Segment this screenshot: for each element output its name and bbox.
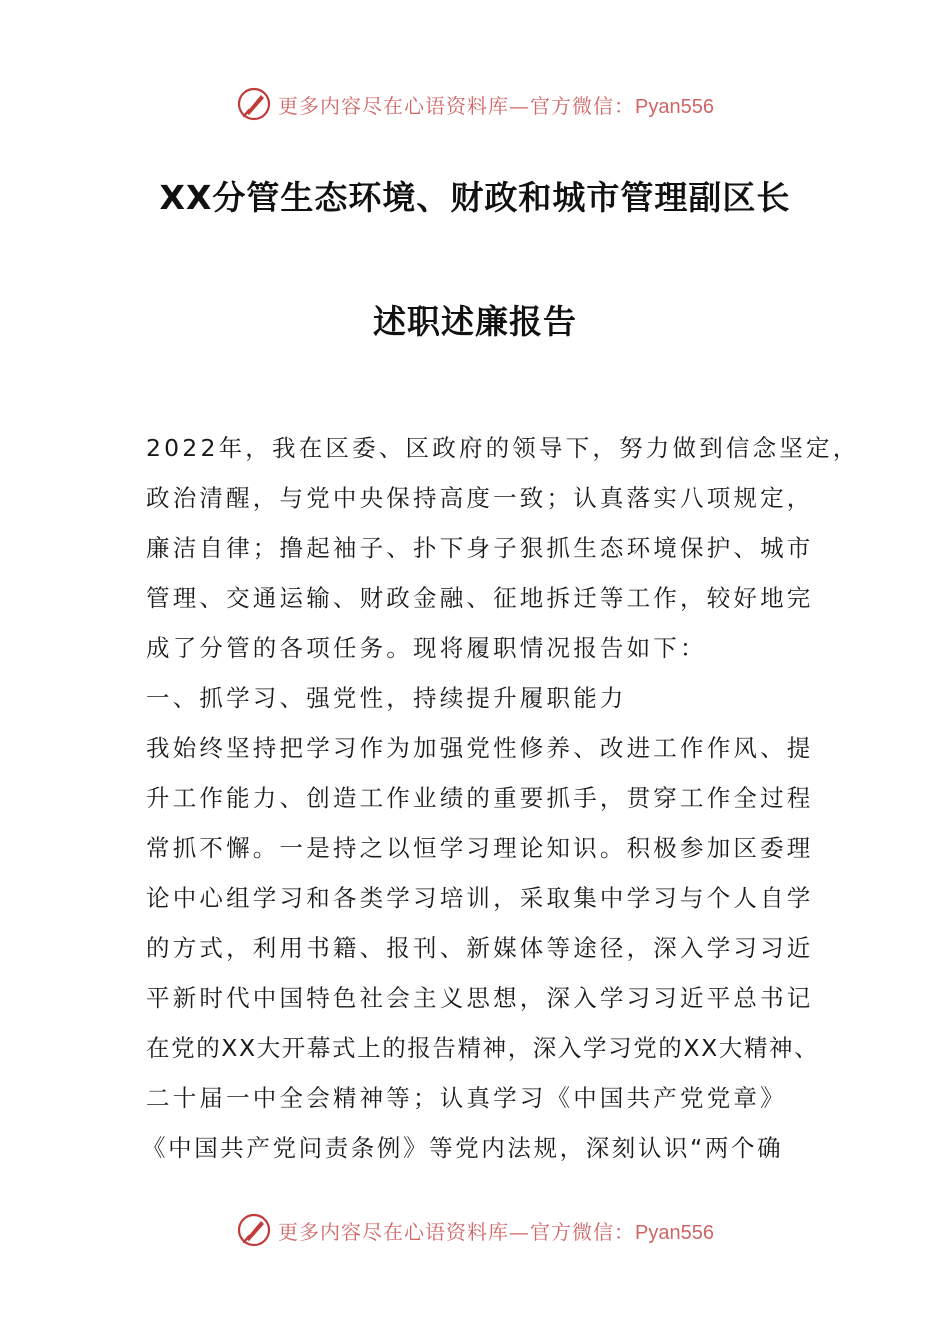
- body-line: 在党的XX大开幕式上的报告精神，深入学习党的XX大精神、: [146, 1034, 820, 1062]
- body-line: 廉洁自律；撸起袖子、扑下身子狠抓生态环境保护、城市: [146, 534, 814, 562]
- title-line-1: XX分管生态环境、财政和城市管理副区长: [159, 178, 791, 217]
- wechat-id: Pyan556: [635, 1221, 714, 1244]
- body-line: 的方式，利用书籍、报刊、新媒体等途径，深入学习习近: [146, 934, 814, 962]
- body-line: 2022年，我在区委、区政府的领导下，努力做到信念坚定，: [146, 434, 860, 462]
- body-line: 二十届一中全会精神等；认真学习《中国共产党党章》: [146, 1084, 787, 1112]
- body-line: 《中国共产党问责条例》等党内法规，深刻认识“两个确: [142, 1134, 784, 1162]
- body-line: 常抓不懈。一是持之以恒学习理论知识。积极参加区委理: [146, 834, 814, 862]
- body-line: 政治清醒，与党中央保持高度一致；认真落实八项规定，: [146, 484, 814, 512]
- body-line: 我始终坚持把学习作为加强党性修养、改进工作作风、提: [146, 734, 814, 762]
- body-line: 成了分管的各项任务。现将履职情况报告如下：: [146, 634, 707, 662]
- body-line: 论中心组学习和各类学习培训，采取集中学习与个人自学: [146, 884, 814, 912]
- wechat-id: Pyan556: [635, 95, 714, 118]
- title-line-2: 述职述廉报告: [373, 302, 577, 341]
- body-line: 平新时代中国特色社会主义思想，深入学习习近平总书记: [146, 984, 814, 1012]
- body-line: 升工作能力、创造工作业绩的重要抓手，贯穿工作全过程: [146, 784, 814, 812]
- quill-logo-icon: [236, 86, 272, 122]
- header-watermark: [0, 84, 950, 124]
- watermark-text: 更多内容尽在心语资料库—官方微信：Pyan556: [278, 1219, 714, 1244]
- body-line: 管理、交通运输、财政金融、征地拆迁等工作，较好地完: [146, 584, 814, 612]
- watermark-text: 更多内容尽在心语资料库—官方微信：Pyan556: [278, 93, 714, 118]
- footer-watermark: [0, 1210, 950, 1250]
- section-heading: 一、抓学习、强党性，持续提升履职能力: [146, 684, 627, 712]
- quill-logo-icon: [236, 1212, 272, 1248]
